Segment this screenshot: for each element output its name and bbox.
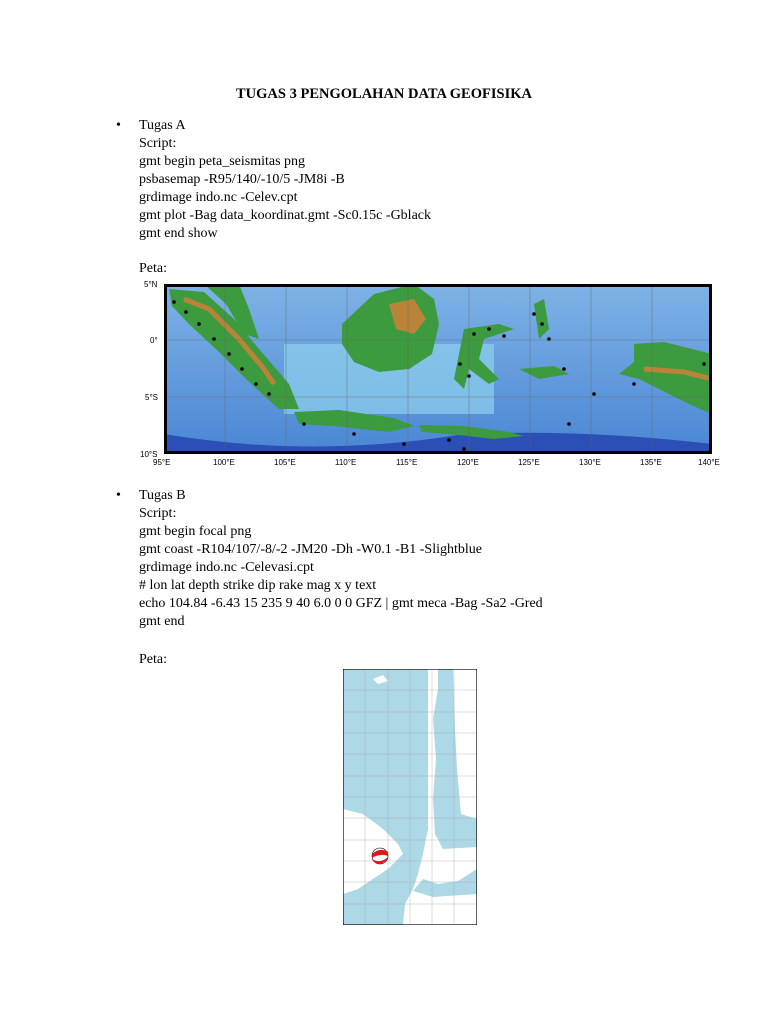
script-line: echo 104.84 -6.43 15 235 9 40 6.0 0 0 GFZ | gmt meca -Bag -Sa2 -Gred <box>139 596 543 611</box>
earthquake-point <box>632 382 636 386</box>
script-line: gmt plot -Bag data_koordinat.gmt -Sc0.15c -Gblack <box>139 208 431 223</box>
earthquake-point <box>254 382 258 386</box>
y-tick-label: 10°S <box>140 450 158 459</box>
tugas-a-script-label: Script: <box>139 136 177 151</box>
earthquake-point <box>352 432 356 436</box>
earthquake-point <box>197 322 201 326</box>
tugas-a-map-label: Peta: <box>139 261 167 276</box>
x-tick-label: 120°E <box>457 458 479 467</box>
earthquake-point <box>540 322 544 326</box>
y-tick-label: 0° <box>150 336 158 345</box>
x-tick-label: 140°E <box>698 458 720 467</box>
bullet-icon: • <box>116 488 121 503</box>
focal-mechanism-beachball <box>372 848 388 864</box>
earthquake-point <box>184 310 188 314</box>
script-line: grdimage indo.nc -Celev.cpt <box>139 190 298 205</box>
earthquake-point <box>212 337 216 341</box>
earthquake-point <box>532 312 536 316</box>
x-tick-label: 115°E <box>396 458 418 467</box>
script-line: gmt begin focal png <box>139 524 252 539</box>
earthquake-point <box>472 332 476 336</box>
script-line: gmt begin peta_seismitas png <box>139 154 306 169</box>
tugas-b-section <box>139 487 543 631</box>
x-tick-label: 130°E <box>579 458 601 467</box>
script-line: grdimage indo.nc -Celevasi.cpt <box>139 560 314 575</box>
bullet-icon: • <box>116 118 121 133</box>
focal-mechanism-map <box>343 669 477 925</box>
earthquake-point <box>447 438 451 442</box>
earthquake-point <box>547 337 551 341</box>
x-tick-label: 95°E <box>153 458 171 467</box>
earthquake-point <box>240 367 244 371</box>
earthquake-point <box>502 334 506 338</box>
y-tick-label: 5°N <box>144 280 158 289</box>
earthquake-point <box>402 442 406 446</box>
x-tick-label: 125°E <box>518 458 540 467</box>
earthquake-point <box>458 362 462 366</box>
x-tick-label: 105°E <box>274 458 296 467</box>
script-line: # lon lat depth strike dip rake mag x y text <box>139 578 377 593</box>
earthquake-point <box>302 422 306 426</box>
earthquake-point <box>592 392 596 396</box>
earthquake-point <box>267 392 271 396</box>
earthquake-point <box>467 374 471 378</box>
earthquake-point <box>702 362 706 366</box>
page-title: TUGAS 3 PENGOLAHAN DATA GEOFISIKA <box>236 86 532 102</box>
seismicity-map <box>164 284 712 454</box>
tugas-a-section <box>139 117 431 243</box>
earthquake-point <box>462 447 466 451</box>
x-tick-label: 110°E <box>335 458 357 467</box>
script-line: gmt end show <box>139 226 218 241</box>
x-tick-label: 135°E <box>640 458 662 467</box>
tugas-a-heading: Tugas A <box>139 118 186 133</box>
script-line: psbasemap -R95/140/-10/5 -JM8i -B <box>139 172 345 187</box>
x-tick-label: 100°E <box>213 458 235 467</box>
earthquake-point <box>487 327 491 331</box>
earthquake-point <box>227 352 231 356</box>
tugas-b-script-label: Script: <box>139 506 177 521</box>
script-line: gmt coast -R104/107/-8/-2 -JM20 -Dh -W0.1 -B1 -Slightblue <box>139 542 482 557</box>
earthquake-point <box>172 300 176 304</box>
y-tick-label: 5°S <box>145 393 158 402</box>
script-line: gmt end <box>139 614 185 629</box>
tugas-b-heading: Tugas B <box>139 488 186 503</box>
tugas-b-map-label: Peta: <box>139 652 167 667</box>
earthquake-point <box>562 367 566 371</box>
earthquake-point <box>567 422 571 426</box>
